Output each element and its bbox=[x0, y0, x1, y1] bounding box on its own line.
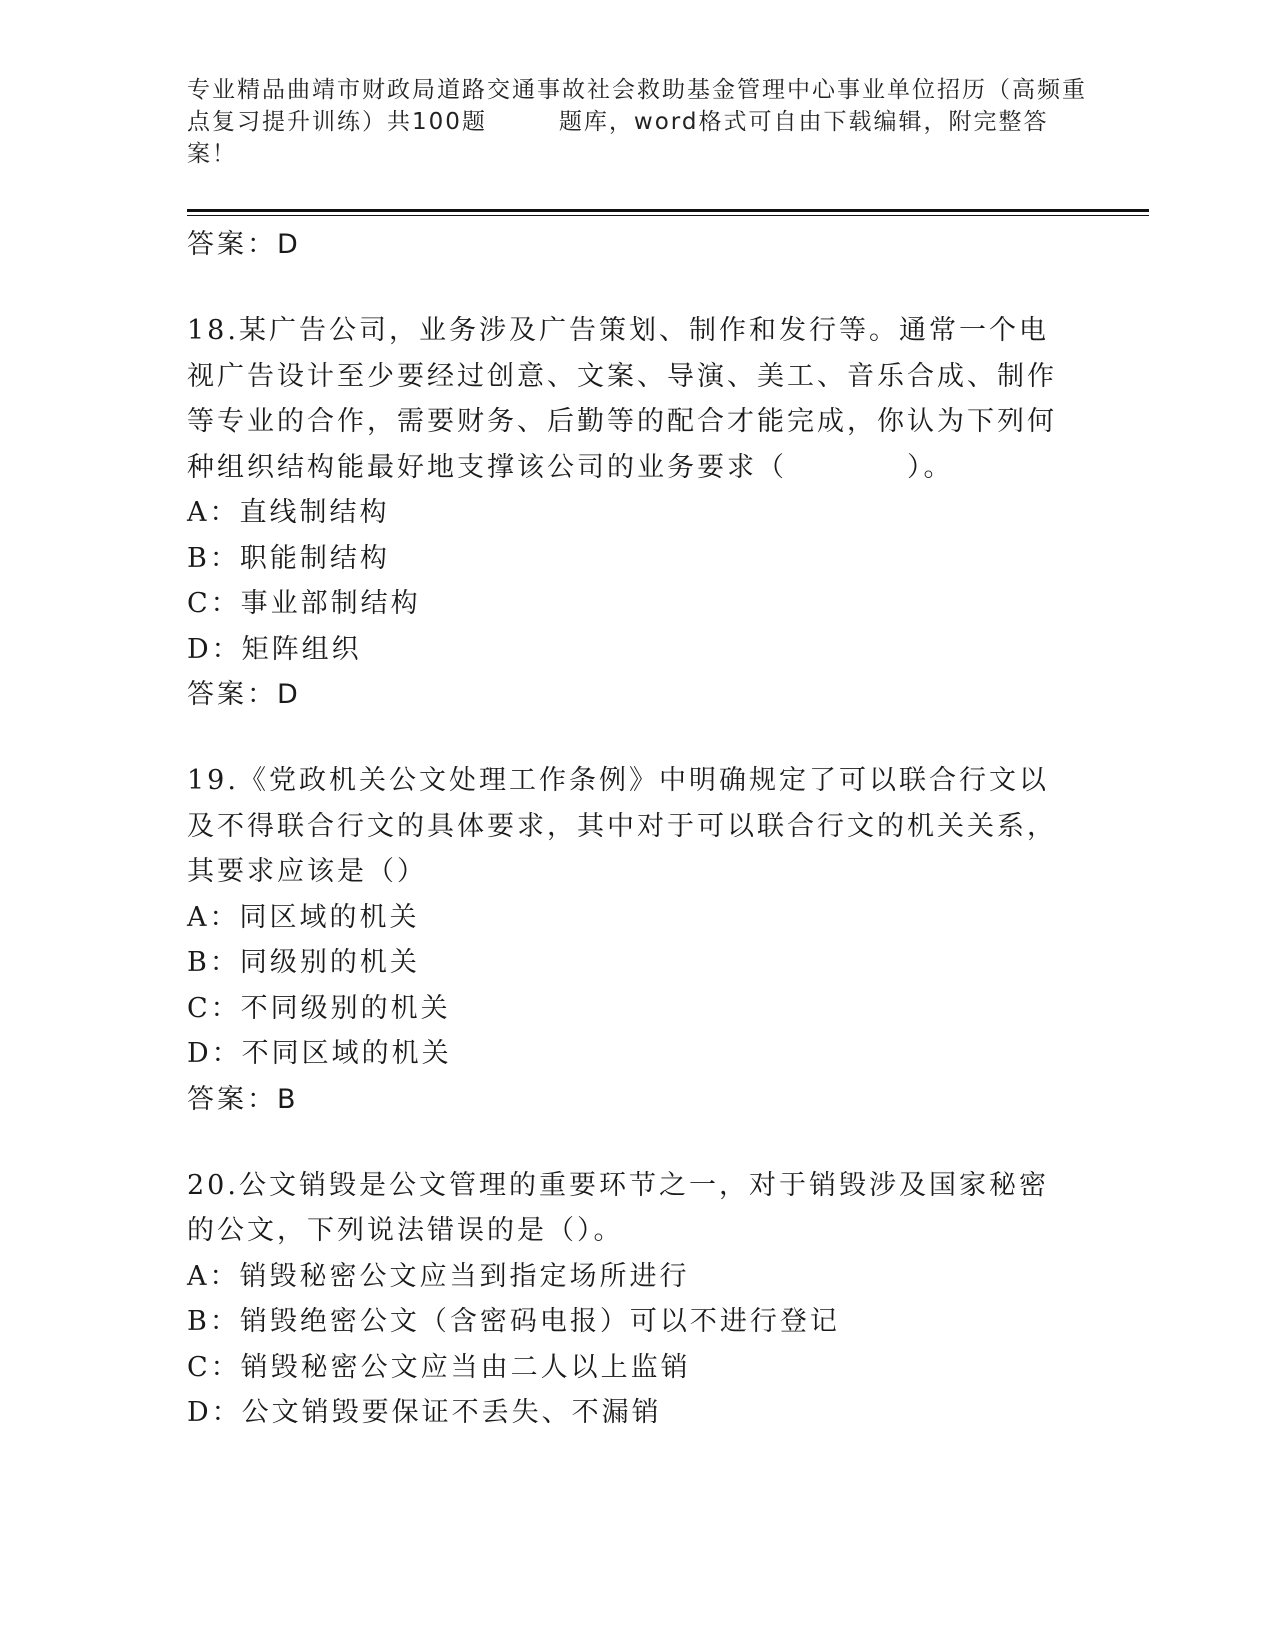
answer-line: 答案：B bbox=[187, 1083, 299, 1115]
document-body bbox=[187, 222, 1067, 1436]
question-stem: 20.公文销毁是公文管理的重要环节之一，对于销毁涉及国家秘密的公文，下列说法错误的是（）。 bbox=[187, 1169, 1049, 1246]
option-d: D：公文销毁要保证不丢失、不漏销 bbox=[187, 1397, 662, 1428]
answer-line: 答案：D bbox=[187, 679, 301, 710]
answer-line: 答案：D bbox=[187, 229, 301, 260]
option-c: C：销毁秘密公文应当由二人以上监销 bbox=[187, 1351, 691, 1383]
header-rule-thin bbox=[187, 215, 1149, 216]
question-stem: 19.《党政机关公文处理工作条例》中明确规定了可以联合行文以及不得联合行文的具体要求，其中对于可以联合行文的机关关系，其要求应该是（） bbox=[187, 765, 1057, 887]
question-stem: 18.某广告公司，业务涉及广告策划、制作和发行等。通常一个电视广告设计至少要经过创意、文案、导演、美工、音乐合成、制作等专业的合作，需要财务、后勤等的配合才能完成，你认为下列何种组织结构能最好地支撑该公司的业务要求（ ）。 bbox=[187, 315, 1057, 483]
option-a: A：同区域的机关 bbox=[187, 901, 420, 933]
option-b: B：同级别的机关 bbox=[187, 947, 420, 978]
document-header bbox=[187, 74, 1087, 170]
header-subtitle: 题库，word格式可自由下载编辑，附完整答案！ bbox=[187, 109, 1049, 167]
option-c: C：不同级别的机关 bbox=[187, 992, 451, 1024]
question-18 bbox=[187, 308, 1067, 718]
option-b: B：职能制结构 bbox=[187, 542, 390, 574]
header-title: 专业精品曲靖市财政局道路交通事故社会救助基金管理中心事业单位招历（高频重点复习提升训练）共100题 bbox=[187, 77, 1087, 135]
question-19 bbox=[187, 758, 1067, 1123]
option-a: A：直线制结构 bbox=[187, 497, 390, 528]
option-b: B：销毁绝密公文（含密码电报）可以不进行登记 bbox=[187, 1306, 840, 1337]
question-20 bbox=[187, 1163, 1067, 1436]
header-rule-thick bbox=[187, 209, 1149, 212]
option-c: C：事业部制结构 bbox=[187, 588, 421, 619]
option-d: D：不同区域的机关 bbox=[187, 1038, 452, 1069]
option-d: D：矩阵组织 bbox=[187, 633, 362, 665]
option-a: A：销毁秘密公文应当到指定场所进行 bbox=[187, 1260, 690, 1292]
